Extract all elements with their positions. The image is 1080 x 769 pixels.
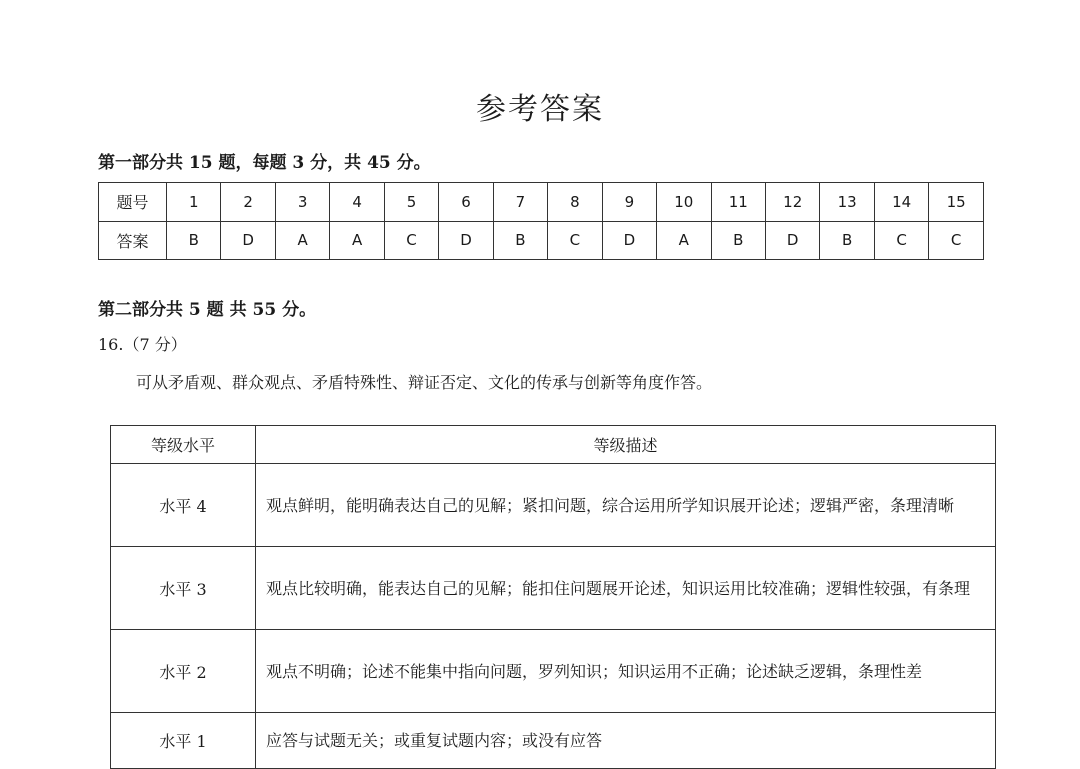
answer-cell: A <box>275 221 329 260</box>
question-number-cell: 14 <box>874 183 928 222</box>
question-number-cell: 4 <box>330 183 384 222</box>
question-16-label: 16.（7 分） <box>98 335 187 354</box>
rubric-level: 水平 2 <box>111 630 256 713</box>
answer-cell: D <box>765 221 819 260</box>
rubric-description: 观点不明确；论述不能集中指向问题，罗列知识；知识运用不正确；论述缺乏逻辑，条理性差 <box>256 630 996 713</box>
answer-cell: D <box>221 221 275 260</box>
question-number-cell: 5 <box>384 183 438 222</box>
question-number-cell: 6 <box>439 183 493 222</box>
question-number-cell: 11 <box>711 183 765 222</box>
question-number-cell: 7 <box>493 183 547 222</box>
answer-row <box>99 221 984 260</box>
answer-cell: C <box>548 221 602 260</box>
rubric-table <box>110 425 996 769</box>
answer-label: 答案 <box>99 221 167 260</box>
answer-cell: C <box>384 221 438 260</box>
answer-cell: B <box>711 221 765 260</box>
question-number-cell: 13 <box>820 183 874 222</box>
part1-heading: 第一部分共 15 题，每题 3 分，共 45 分。 <box>98 153 431 173</box>
answer-cell: C <box>874 221 928 260</box>
question-number-row <box>99 183 984 222</box>
question-number-cell: 3 <box>275 183 329 222</box>
answer-cell: D <box>602 221 656 260</box>
question-number-cell: 2 <box>221 183 275 222</box>
question-number-cell: 10 <box>657 183 711 222</box>
question-16-description: 可从矛盾观、群众观点、矛盾特殊性、辩证否定、文化的传承与创新等角度作答。 <box>136 373 713 392</box>
rubric-row <box>111 713 996 769</box>
answer-cell: C <box>929 221 984 260</box>
rubric-description: 观点比较明确，能表达自己的见解；能扣住问题展开论述，知识运用比较准确；逻辑性较强，有条理 <box>256 547 996 630</box>
rubric-description: 观点鲜明，能明确表达自己的见解；紧扣问题，综合运用所学知识展开论述；逻辑严密，条理清晰 <box>256 464 996 547</box>
answer-cell: B <box>167 221 221 260</box>
answer-cell: D <box>439 221 493 260</box>
rubric-header-desc: 等级描述 <box>256 426 996 464</box>
answer-cell: B <box>493 221 547 260</box>
rubric-header-row <box>111 426 996 464</box>
answer-table <box>98 182 984 260</box>
rubric-level: 水平 4 <box>111 464 256 547</box>
question-number-cell: 8 <box>548 183 602 222</box>
answer-cell: B <box>820 221 874 260</box>
part2-heading: 第二部分共 5 题 共 55 分。 <box>98 300 317 320</box>
rubric-row <box>111 464 996 547</box>
answer-cell: A <box>330 221 384 260</box>
rubric-level: 水平 3 <box>111 547 256 630</box>
rubric-row <box>111 547 996 630</box>
page-title: 参考答案 <box>476 92 604 127</box>
answer-cell: A <box>657 221 711 260</box>
rubric-level: 水平 1 <box>111 713 256 769</box>
rubric-row <box>111 630 996 713</box>
rubric-description: 应答与试题无关；或重复试题内容；或没有应答 <box>256 713 996 769</box>
question-number-cell: 12 <box>765 183 819 222</box>
question-number-cell: 9 <box>602 183 656 222</box>
question-number-cell: 15 <box>929 183 984 222</box>
rubric-header-level: 等级水平 <box>111 426 256 464</box>
question-number-cell: 1 <box>167 183 221 222</box>
question-number-label: 题号 <box>99 183 167 222</box>
